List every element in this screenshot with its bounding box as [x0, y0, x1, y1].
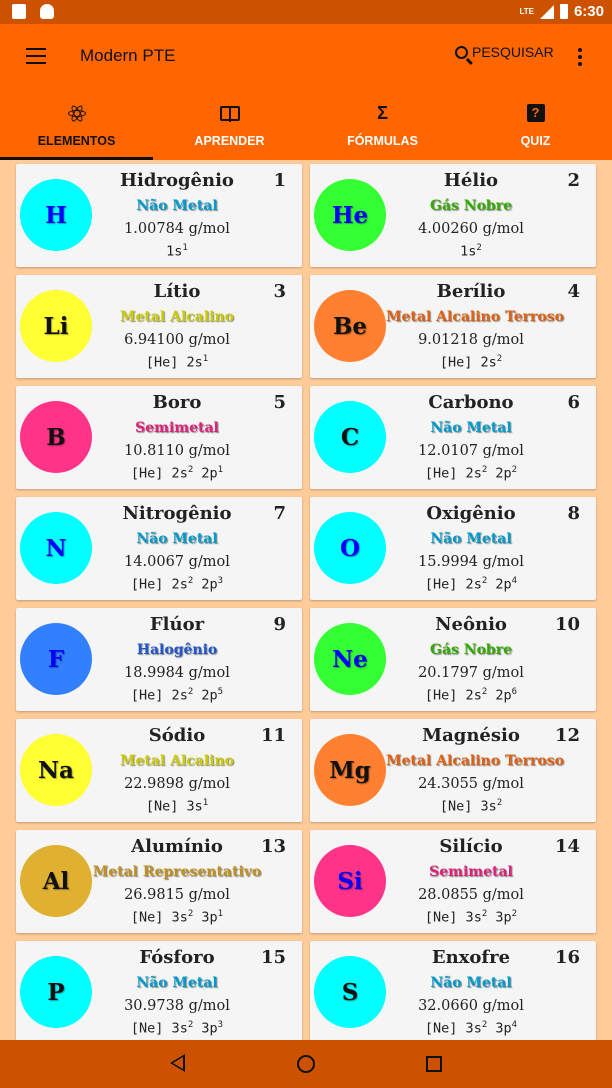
element-card[interactable] [16, 830, 302, 933]
search-icon [455, 46, 468, 59]
signal-icon [540, 5, 554, 19]
element-name: Boro [152, 392, 202, 413]
element-card[interactable] [310, 275, 596, 378]
element-symbol-circle: F [20, 623, 92, 695]
element-symbol-circle: Al [20, 845, 92, 917]
element-symbol-circle: Li [20, 290, 92, 362]
element-symbol-circle: Na [20, 734, 92, 806]
atomic-mass: 10.8110 g/mol [124, 443, 230, 459]
app-bar [0, 24, 612, 160]
element-card[interactable] [16, 275, 302, 378]
atomic-mass: 18.9984 g/mol [124, 665, 230, 681]
sd-card-icon [12, 4, 26, 19]
atomic-number: 15 [260, 947, 286, 968]
tab-formulas[interactable] [306, 96, 459, 160]
element-symbol-circle: Mg [314, 734, 386, 806]
config-electrons: 2 [496, 354, 503, 364]
config-orbital: [Ne] 3s [439, 798, 497, 815]
element-symbol-circle: B [20, 401, 92, 473]
element-symbol-circle: O [314, 512, 386, 584]
atomic-number: 3 [273, 281, 286, 302]
clock: 6:30 [573, 3, 604, 20]
config-electrons: 2 [496, 798, 503, 808]
element-card[interactable] [16, 497, 302, 600]
electron-configuration [386, 243, 556, 260]
config-orbital: [Ne] 3s [424, 1020, 482, 1037]
config-electrons: 2 [511, 465, 518, 475]
atomic-mass: 32.0660 g/mol [418, 998, 524, 1014]
config-electrons: 2 [187, 576, 194, 586]
element-symbol-circle: S [314, 956, 386, 1028]
tab-label: QUIZ [520, 134, 551, 148]
tab-bar [0, 96, 612, 160]
electron-configuration [92, 909, 262, 926]
config-electrons: 2 [511, 909, 518, 919]
config-electrons: 2 [476, 243, 482, 253]
atomic-mass: 14.0067 g/mol [124, 554, 230, 570]
config-orbital: 3p [487, 909, 512, 926]
config-orbital: [He] 2s [424, 687, 482, 704]
element-name: Enxofre [431, 947, 511, 968]
config-orbital: 2p [487, 465, 512, 482]
config-orbital: [Ne] 3s [130, 1020, 188, 1037]
config-orbital: 1s [460, 243, 477, 260]
element-category: Metal Representativo [92, 864, 262, 880]
config-electrons: 2 [187, 687, 194, 697]
atomic-number: 16 [554, 947, 580, 968]
config-orbital: [He] 2s [130, 465, 188, 482]
element-card[interactable] [310, 608, 596, 711]
config-electrons: 2 [187, 465, 194, 475]
element-category: Não Metal [430, 531, 512, 547]
element-category: Metal Alcalino [119, 309, 235, 325]
element-category: Halogênio [136, 642, 218, 658]
element-name: Flúor [149, 614, 205, 635]
element-category: Não Metal [430, 420, 512, 436]
config-orbital: [Ne] 3s [424, 909, 482, 926]
element-card[interactable] [16, 386, 302, 489]
recent-apps-icon[interactable] [426, 1056, 442, 1072]
config-electrons: 2 [187, 909, 194, 919]
tab-quiz[interactable] [459, 96, 612, 160]
element-name: Hidrogênio [120, 170, 234, 191]
element-symbol-circle: C [314, 401, 386, 473]
atomic-number: 14 [554, 836, 580, 857]
element-name: Magnésio [422, 725, 520, 746]
electron-configuration [386, 909, 556, 926]
element-card[interactable] [16, 941, 302, 1040]
atomic-mass: 9.01218 g/mol [418, 332, 524, 348]
config-electrons: 1 [202, 354, 209, 364]
element-name: Berílio [436, 281, 506, 302]
config-electrons: 1 [202, 798, 209, 808]
element-category: Semimetal [135, 420, 219, 436]
element-name: Alumínio [131, 836, 223, 857]
element-category: Metal Alcalino [119, 753, 235, 769]
config-electrons: 1 [217, 465, 224, 475]
electron-configuration [386, 465, 556, 482]
electron-configuration [386, 354, 556, 371]
atomic-mass: 24.3055 g/mol [418, 776, 524, 792]
config-electrons: 3 [217, 1020, 224, 1030]
element-card[interactable] [310, 830, 596, 933]
element-category: Gás Nobre [430, 642, 512, 658]
config-electrons: 2 [481, 1020, 488, 1030]
more-options-icon[interactable] [578, 48, 584, 69]
element-name: Carbono [428, 392, 514, 413]
element-name: Silício [439, 836, 503, 857]
element-name: Sódio [148, 725, 206, 746]
element-category: Não Metal [430, 975, 512, 991]
tab-aprender[interactable] [153, 96, 306, 160]
electron-configuration [92, 465, 262, 482]
element-card[interactable] [310, 941, 596, 1040]
element-card[interactable] [16, 719, 302, 822]
status-bar [0, 0, 612, 24]
atomic-mass: 15.9994 g/mol [418, 554, 524, 570]
config-orbital: [He] 2s [130, 687, 188, 704]
atomic-mass: 1.00784 g/mol [124, 221, 230, 237]
config-orbital: [He] 2s [439, 354, 497, 371]
config-orbital: [He] 2s [145, 354, 203, 371]
atomic-number: 9 [273, 614, 286, 635]
config-electrons: 2 [481, 909, 488, 919]
element-card[interactable] [310, 386, 596, 489]
config-orbital: [He] 2s [130, 576, 188, 593]
atomic-number: 4 [567, 281, 580, 302]
electron-configuration [386, 576, 556, 593]
element-symbol-circle: H [20, 179, 92, 251]
config-electrons: 2 [481, 576, 488, 586]
config-orbital: [He] 2s [424, 465, 482, 482]
electron-configuration [92, 687, 262, 704]
electron-configuration [92, 798, 262, 815]
config-electrons: 4 [511, 576, 518, 586]
element-card[interactable] [310, 719, 596, 822]
atomic-number: 1 [273, 170, 286, 191]
atomic-mass: 22.9898 g/mol [124, 776, 230, 792]
element-category: Semimetal [429, 864, 513, 880]
config-orbital: 2p [487, 576, 512, 593]
config-electrons: 2 [481, 687, 488, 697]
config-electrons: 6 [511, 687, 518, 697]
atomic-number: 10 [554, 614, 580, 635]
book-icon [220, 106, 240, 121]
atom-icon [68, 104, 86, 122]
atomic-mass: 12.0107 g/mol [418, 443, 524, 459]
navigation-bar [0, 1040, 612, 1088]
config-electrons: 3 [217, 576, 224, 586]
config-orbital: 2p [193, 465, 218, 482]
electron-configuration [92, 1020, 262, 1037]
atomic-number: 5 [273, 392, 286, 413]
network-type: LTE [519, 6, 534, 16]
electron-configuration [386, 798, 556, 815]
element-symbol-circle: Be [314, 290, 386, 362]
search-label: PESQUISAR [472, 44, 554, 60]
element-symbol-circle: Si [314, 845, 386, 917]
element-category: Metal Alcalino Terroso [386, 309, 564, 325]
element-card[interactable] [16, 164, 302, 267]
element-name: Lítio [153, 281, 201, 302]
element-category: Gás Nobre [430, 198, 512, 214]
atomic-mass: 4.00260 g/mol [418, 221, 524, 237]
atomic-mass: 28.0855 g/mol [418, 887, 524, 903]
config-orbital: 2p [193, 687, 218, 704]
atomic-number: 2 [567, 170, 580, 191]
android-icon [40, 4, 54, 19]
home-icon[interactable] [297, 1055, 315, 1073]
atomic-number: 12 [554, 725, 580, 746]
element-name: Hélio [443, 170, 499, 191]
config-orbital: 2p [487, 687, 512, 704]
config-electrons: 1 [182, 243, 188, 253]
atomic-number: 11 [260, 725, 286, 746]
element-category: Não Metal [136, 531, 218, 547]
element-symbol-circle: N [20, 512, 92, 584]
atomic-number: 7 [273, 503, 286, 524]
config-orbital: [Ne] 3s [130, 909, 188, 926]
config-orbital: 3p [193, 1020, 218, 1037]
atomic-mass: 6.94100 g/mol [124, 332, 230, 348]
search-button[interactable] [455, 44, 554, 60]
config-orbital: [Ne] 3s [145, 798, 203, 815]
quiz-icon: ? [527, 104, 545, 122]
element-card[interactable] [16, 608, 302, 711]
atomic-number: 6 [567, 392, 580, 413]
electron-configuration [92, 243, 262, 260]
config-orbital: 3p [193, 909, 218, 926]
sigma-icon: Σ [377, 102, 388, 123]
battery-icon [560, 4, 568, 19]
config-electrons: 4 [511, 1020, 518, 1030]
element-card[interactable] [310, 164, 596, 267]
atomic-mass: 26.9815 g/mol [124, 887, 230, 903]
tab-label: ELEMENTOS [37, 134, 116, 148]
back-icon[interactable] [170, 1054, 185, 1072]
atomic-number: 13 [260, 836, 286, 857]
element-symbol-circle: Ne [314, 623, 386, 695]
atomic-mass: 20.1797 g/mol [418, 665, 524, 681]
config-electrons: 1 [217, 909, 224, 919]
config-orbital: 1s [166, 243, 183, 260]
element-name: Nitrogênio [122, 503, 232, 524]
menu-icon[interactable] [26, 48, 46, 64]
config-electrons: 2 [187, 1020, 194, 1030]
config-orbital: 3p [487, 1020, 512, 1037]
element-name: Fósforo [139, 947, 215, 968]
element-category: Não Metal [136, 198, 218, 214]
element-category: Metal Alcalino Terroso [386, 753, 564, 769]
atomic-number: 8 [567, 503, 580, 524]
element-name: Neônio [435, 614, 507, 635]
config-orbital: [He] 2s [424, 576, 482, 593]
electron-configuration [92, 576, 262, 593]
electron-configuration [386, 687, 556, 704]
tab-label: APRENDER [194, 134, 265, 148]
element-symbol-circle: He [314, 179, 386, 251]
config-electrons: 2 [481, 465, 488, 475]
app-title: Modern PTE [80, 46, 176, 65]
element-name: Oxigênio [426, 503, 516, 524]
electron-configuration [92, 354, 262, 371]
config-electrons: 5 [217, 687, 224, 697]
element-card[interactable] [310, 497, 596, 600]
electron-configuration [386, 1020, 556, 1037]
element-grid[interactable] [0, 160, 612, 1040]
tab-label: FÓRMULAS [347, 134, 418, 148]
config-orbital: 2p [193, 576, 218, 593]
element-symbol-circle: P [20, 956, 92, 1028]
atomic-mass: 30.9738 g/mol [124, 998, 230, 1014]
element-category: Não Metal [136, 975, 218, 991]
tab-elementos[interactable] [0, 96, 153, 160]
